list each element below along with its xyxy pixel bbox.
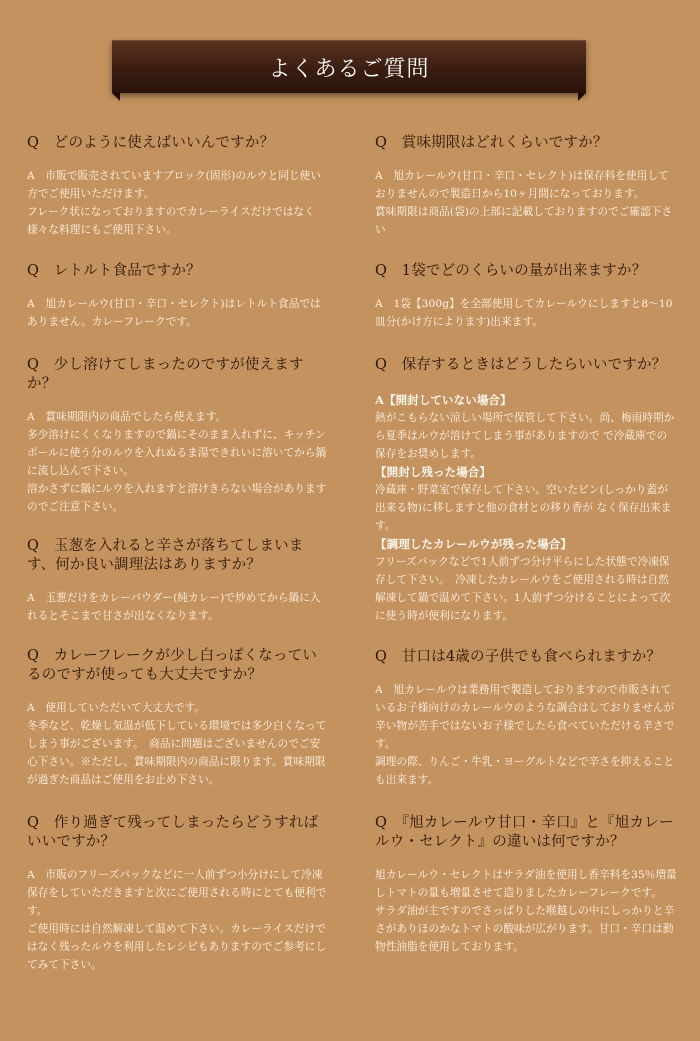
faq-answer <box>375 681 677 789</box>
faq-item <box>27 537 329 625</box>
faq-answer <box>27 699 329 789</box>
faq-item <box>375 814 677 956</box>
faq-item <box>375 262 677 331</box>
answer-heading: A【開封していない場合】 <box>375 393 512 407</box>
answer-line: サラダ油が主ですのでさっぱりした喉越しの中にしっかりと辛さがありほのかなトマトの酸味が広がります。甘口・辛口は動物性油脂を使用しております。 <box>375 905 675 953</box>
faq-question: Q 賞味期限はどれくらいですか？ <box>375 135 608 151</box>
page-title: よくあるご質問 <box>268 56 430 82</box>
page-title-banner <box>112 40 586 93</box>
answer-heading: 【調理したカレールウが残った場合】 <box>375 537 572 551</box>
answer-line: 冬季など、乾燥し気温が低下している環境では多少白くなってしまう事がございます。 商品に問題はございませんのでご安心下さい。※ただし、賞味期限内の商品に限ります。賞味期限が過ぎた商品はご使用をお止め下さい。 <box>27 720 327 786</box>
answer-line: A 市販で販売されていますブロック(固形)のルウと同じ使い方でご使用いただけます。 <box>27 170 322 200</box>
answer-line: A 1袋【300g】を全部使用してカレールウにしますと8～10皿分(かけ方によります)出来ます。 <box>375 298 673 328</box>
answer-heading: 【開封し残った場合】 <box>375 465 491 479</box>
answer-line: A 玉葱だけをカレーパウダー(純カレー)で炒めてから鍋に入れるとそこまで甘さが出なくなります。 <box>27 592 321 622</box>
faq-item <box>27 356 329 516</box>
faq-question: Q カレーフレークが少し白っぽくなっているのですが使っても大丈夫ですか？ <box>27 648 318 683</box>
faq-answer <box>375 391 677 625</box>
faq-answer <box>375 295 677 331</box>
faq-item <box>375 648 677 789</box>
faq-answer <box>375 167 677 239</box>
answer-line: フリーズパックなどで1人前ずつ分け平らにした状態で冷凍保存して下さい。 冷凍したカレールウをご使用される時は自然解凍して鍋で温めて下さい。1人前ずつ分けることによって次に使う時が便利になります。 <box>375 556 671 622</box>
faq-item <box>375 134 677 239</box>
answer-line: 溶かさずに鍋にルウを入れますと溶けきらない場合がありますのでご注意下さい。 <box>27 483 327 513</box>
answer-line: A 賞味期限内の商品でしたら使えます。 <box>27 411 227 423</box>
answer-line: A 旭カレールウ(甘口・辛口・セレクト)は保存料を使用しておりませんので製造日から10ヶ月間になっております。 <box>375 170 669 200</box>
faq-answer <box>27 408 329 516</box>
faq-question: Q 少し溶けてしまったのですが使えますか？ <box>27 357 304 392</box>
answer-line: 賞味期限は商品(袋)の上部に記載しておりますのでご確認下さい <box>375 206 673 236</box>
faq-question: Q 甘口は4歳の子供でも食べられますか？ <box>375 649 662 665</box>
faq-question: Q 1袋でどのくらいの量が出来ますか？ <box>375 263 647 279</box>
faq-item <box>27 262 329 331</box>
faq-answer <box>27 295 329 331</box>
answer-line: A 旭カレールウは業務用で製造しておりますので市販されているお子様向けのカレールウのような調合はしておりませんが辛い物が苦手ではないお子様でしたら食べていただける辛さです。 <box>375 684 675 750</box>
faq-question: Q 作り過ぎて残ってしまったらどうすればいいですか？ <box>27 815 319 850</box>
answer-line: A 使用していただいて大丈夫です。 <box>27 702 206 714</box>
faq-question: Q どのように使えばいいんですか？ <box>27 135 275 151</box>
answer-line: ご使用時には自然解凍して温めて下さい。カレーライスだけではなく残ったルウを利用したレシピもありますのでご参考にしてみて下さい。 <box>27 923 327 971</box>
answer-line: フレーク状になっておりますのでカレーライスだけではなく様々な料理にもご使用下さい。 <box>27 206 315 236</box>
answer-line: A 市販のフリーズパックなどに一人前ずつ小分けにして冷凍保存をしていただきますと次にご使用される時にとても便利です。 <box>27 869 327 917</box>
answer-line: 旭カレールウ・セレクトはサラダ油を使用し香辛料を35％増量しトマトの量も増量させて造りましたカレーフレークです。 <box>375 869 677 899</box>
faq-answer <box>27 866 329 974</box>
faq-answer <box>375 866 677 956</box>
answer-line: A 旭カレールウ(甘口・辛口・セレクト)はレトルト食品ではありません。カレーフレークです。 <box>27 298 321 328</box>
faq-item <box>375 356 677 625</box>
faq-item <box>27 134 329 239</box>
answer-line: 熱がこもらない涼しい場所で保管して下さい。尚、梅雨時期から夏季はルウが溶けてしまう事がありますので で冷蔵庫での保存をお奨めします。 <box>375 412 675 460</box>
answer-line: 冷蔵庫・野菜室で保存して下さい。空いたビン(しっかり蓋が出来る物)に移しますと他の食材との移り香が なく保存出来ます。 <box>375 484 672 532</box>
answer-line: 多少溶けにくくなりますので鍋にそのまま入れずに、キッチンボールに使う分のルウを入れぬるま湯できれいに溶いてから鍋に流し込んで下さい。 <box>27 429 327 477</box>
faq-item <box>27 814 329 974</box>
faq-question: Q 保存するときはどうしたらいいですか？ <box>375 357 667 373</box>
faq-answer <box>27 589 329 625</box>
faq-question: Q レトルト食品ですか？ <box>27 263 201 279</box>
faq-question: Q 『旭カレールウ甘口・辛口』と『旭カレールウ・セレクト』の違いは何ですか？ <box>375 815 674 850</box>
answer-line: 調理の際、りんご・牛乳・ヨーグルトなどで辛さを抑えることも出来ます。 <box>375 756 675 786</box>
faq-question: Q 玉葱を入れると辛さが落ちてしまいます、何か良い調理法はありますか？ <box>27 538 304 573</box>
faq-item <box>27 647 329 789</box>
faq-answer <box>27 167 329 239</box>
